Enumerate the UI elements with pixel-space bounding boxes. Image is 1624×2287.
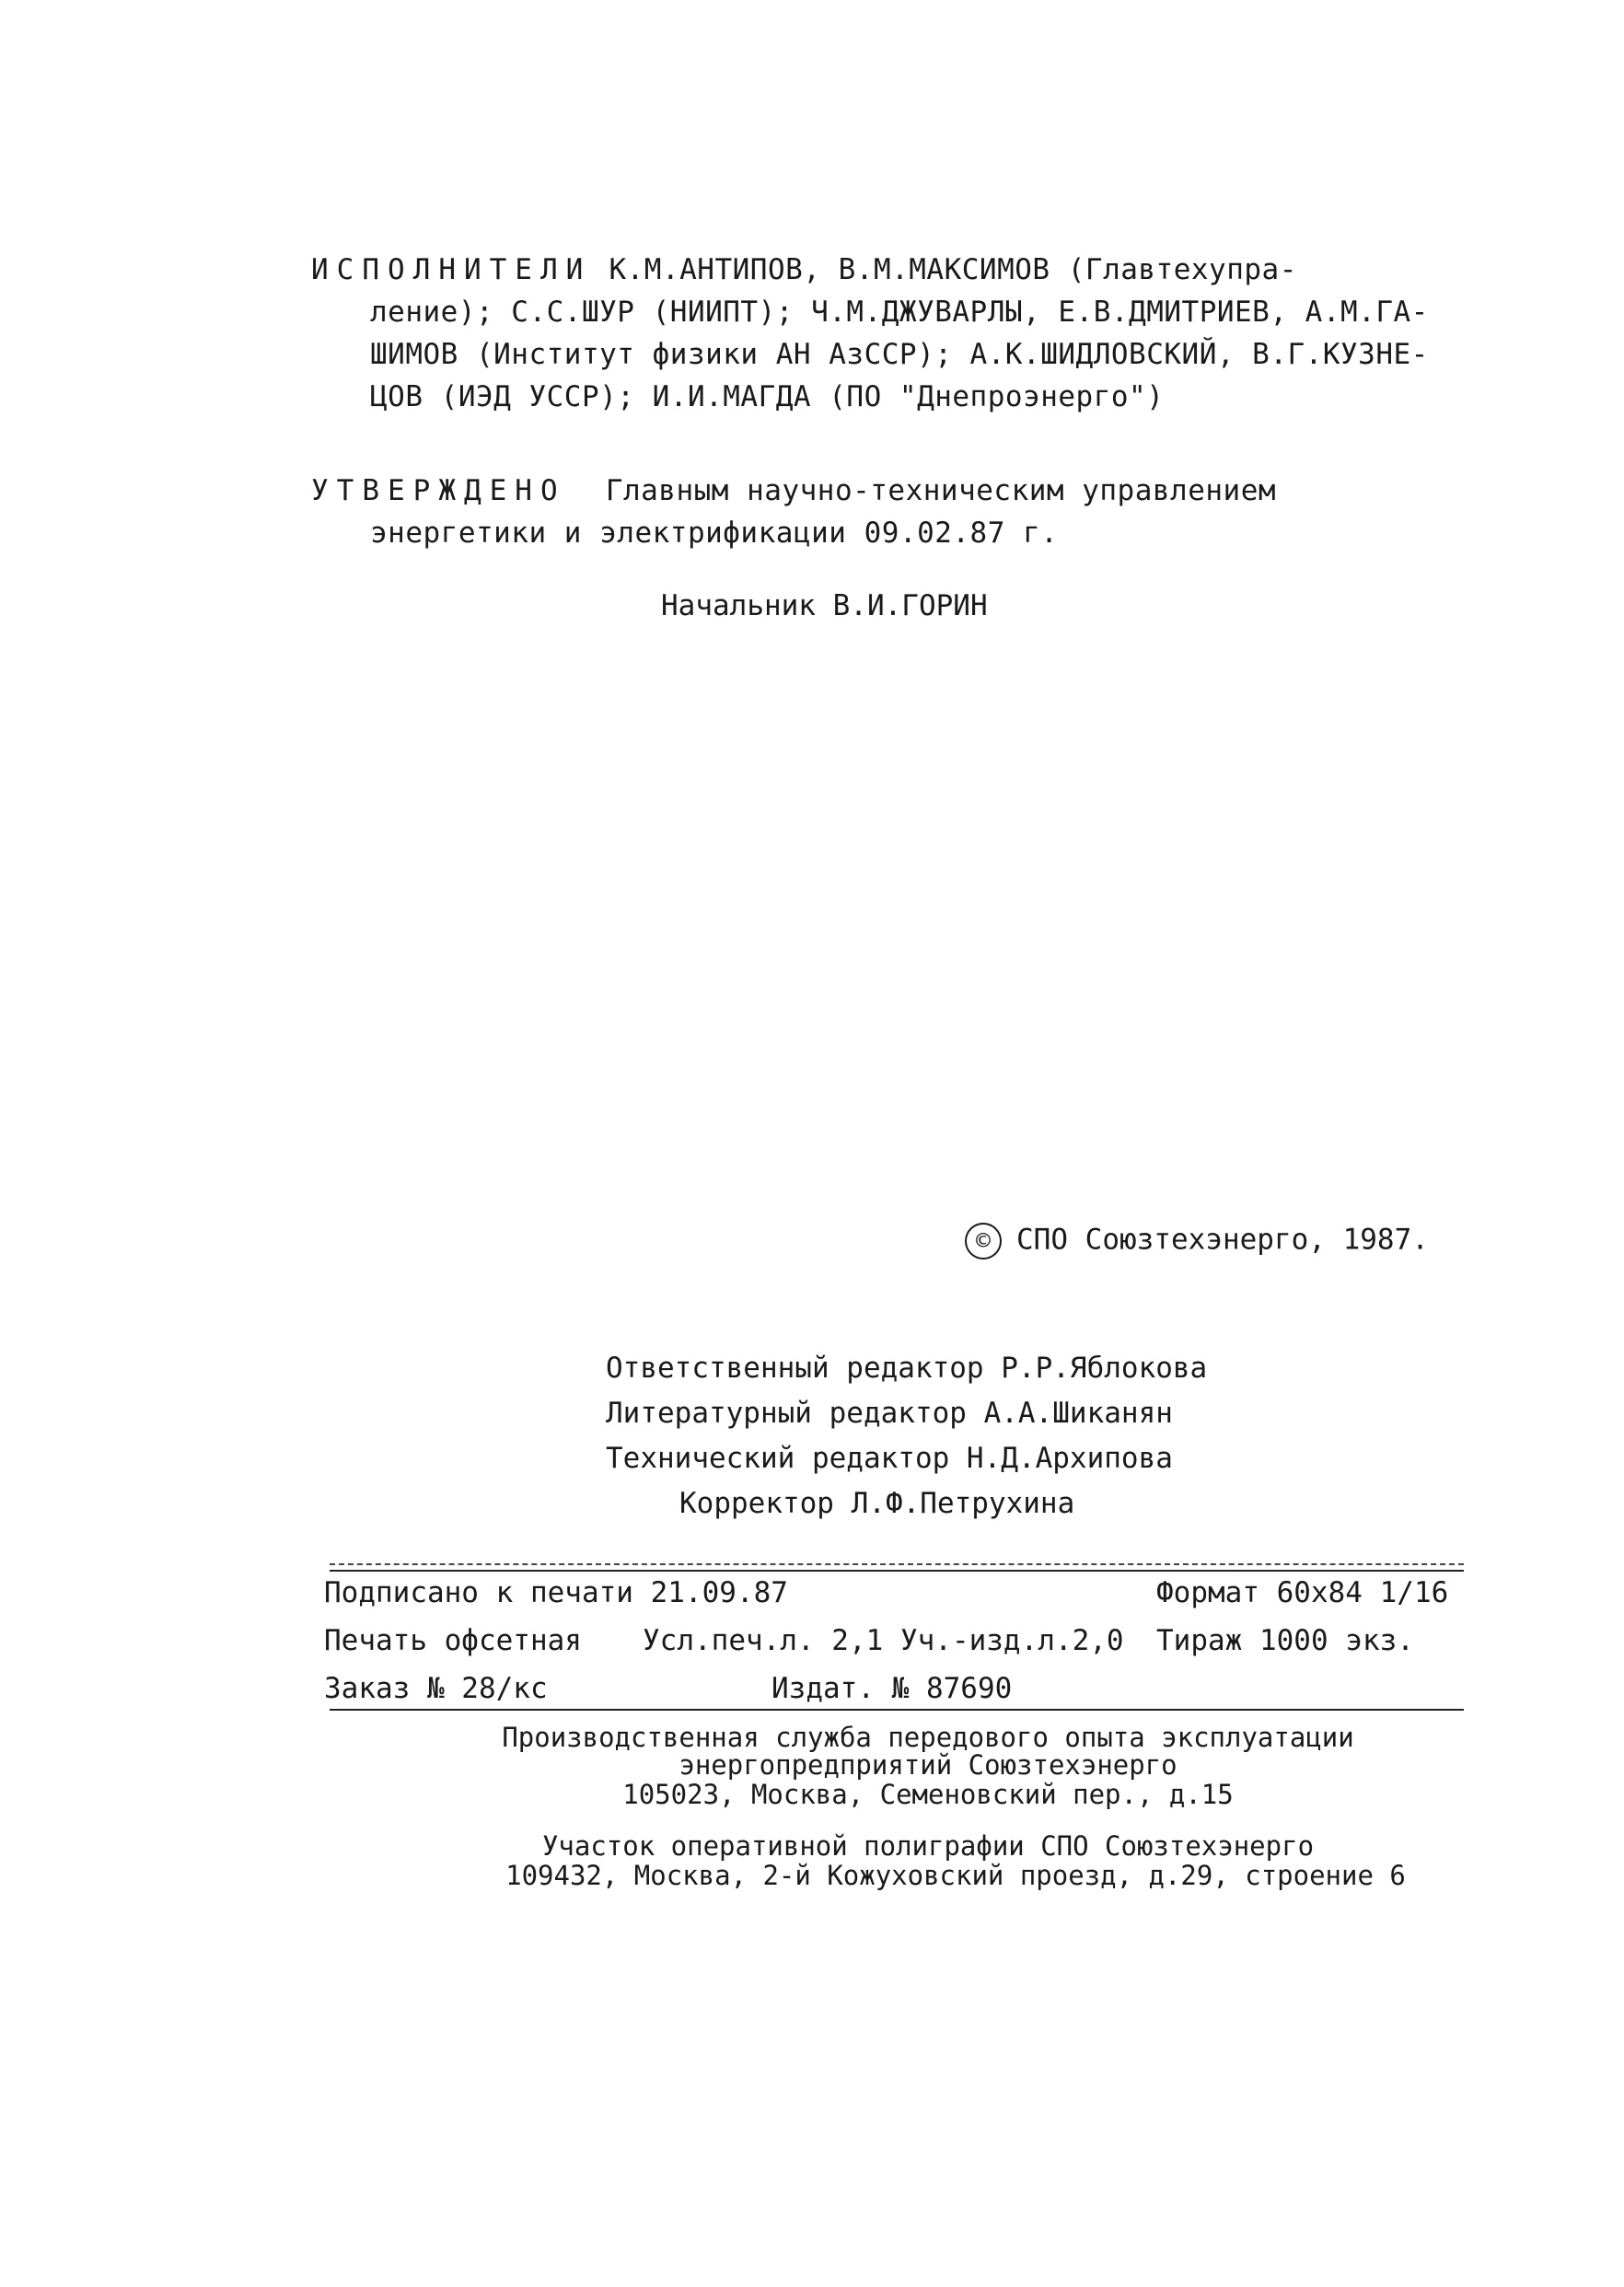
printshop-line-2: 109432, Москва, 2-й Кожуховский проезд, д.29, строение 6	[505, 1860, 1406, 1891]
executors-block	[311, 249, 1429, 418]
print-order-number: Заказ № 28/кс	[324, 1672, 548, 1705]
publisher-line-1: Производственная служба передового опыта эксплуатации	[502, 1722, 1354, 1753]
approved-line-1: Главным научно-техническим управлением	[605, 474, 1277, 507]
executors-line-2: ление); С.С.ШУР (НИИПТ); Ч.М.ДЖУВАРЛЫ, Е.В.ДМИТРИЕВ, А.М.ГА-	[370, 296, 1429, 329]
approved-label: УТВЕРЖДЕНО	[311, 474, 566, 507]
approved-line-2: энергетики и электрификации 09.02.87 г.	[370, 517, 1059, 550]
executors-label: ИСПОЛНИТЕЛИ	[311, 253, 592, 286]
editor-technical: Технический редактор Н.Д.Архипова	[606, 1442, 1173, 1475]
print-circulation: Тираж 1000 экз.	[1156, 1624, 1414, 1657]
copyright-icon: ©	[965, 1223, 1002, 1260]
executors-line-4: ЦОВ (ИЭД УССР); И.И.МАГДА (ПО "Днепроэнерго")	[370, 380, 1165, 413]
print-signed-date: Подписано к печати 21.09.87	[324, 1576, 788, 1609]
executors-line-3: ШИМОВ (Институт физики АН АзССР); А.К.ШИДЛОВСКИЙ, В.Г.КУЗНЕ-	[370, 338, 1429, 371]
approved-block	[311, 470, 1276, 554]
printshop-line-1: Участок оперативной полиграфии СПО Союзтехэнерго	[541, 1830, 1315, 1862]
publisher-line-2: энергопредприятий Союзтехэнерго	[679, 1749, 1177, 1781]
executors-line-1: К.М.АНТИПОВ, В.М.МАКСИМОВ (Главтехупра-	[609, 253, 1297, 286]
editor-corrector: Корректор Л.Ф.Петрухина	[679, 1487, 1075, 1520]
publisher-line-3: 105023, Москва, Семеновский пер., д.15	[622, 1779, 1234, 1810]
print-publisher-number: Издат. № 87690	[771, 1672, 1013, 1705]
print-info-top-rule-2	[330, 1570, 1464, 1572]
copyright-text: СПО Союзтехэнерго, 1987.	[1016, 1223, 1429, 1257]
print-info-top-rule	[330, 1563, 1464, 1565]
approved-signer: Начальник В.И.ГОРИН	[661, 589, 988, 622]
print-info-bottom-rule	[330, 1709, 1464, 1711]
editor-responsible: Ответственный редактор Р.Р.Яблокова	[606, 1352, 1208, 1385]
editor-literary: Литературный редактор А.А.Шиканян	[606, 1397, 1173, 1430]
print-method: Печать офсетная	[324, 1624, 582, 1657]
print-format: Формат 60x84 1/16	[1156, 1576, 1449, 1609]
copyright-line	[965, 1223, 1429, 1260]
print-sheets: Усл.печ.л. 2,1 Уч.-изд.л.2,0	[643, 1624, 1124, 1657]
